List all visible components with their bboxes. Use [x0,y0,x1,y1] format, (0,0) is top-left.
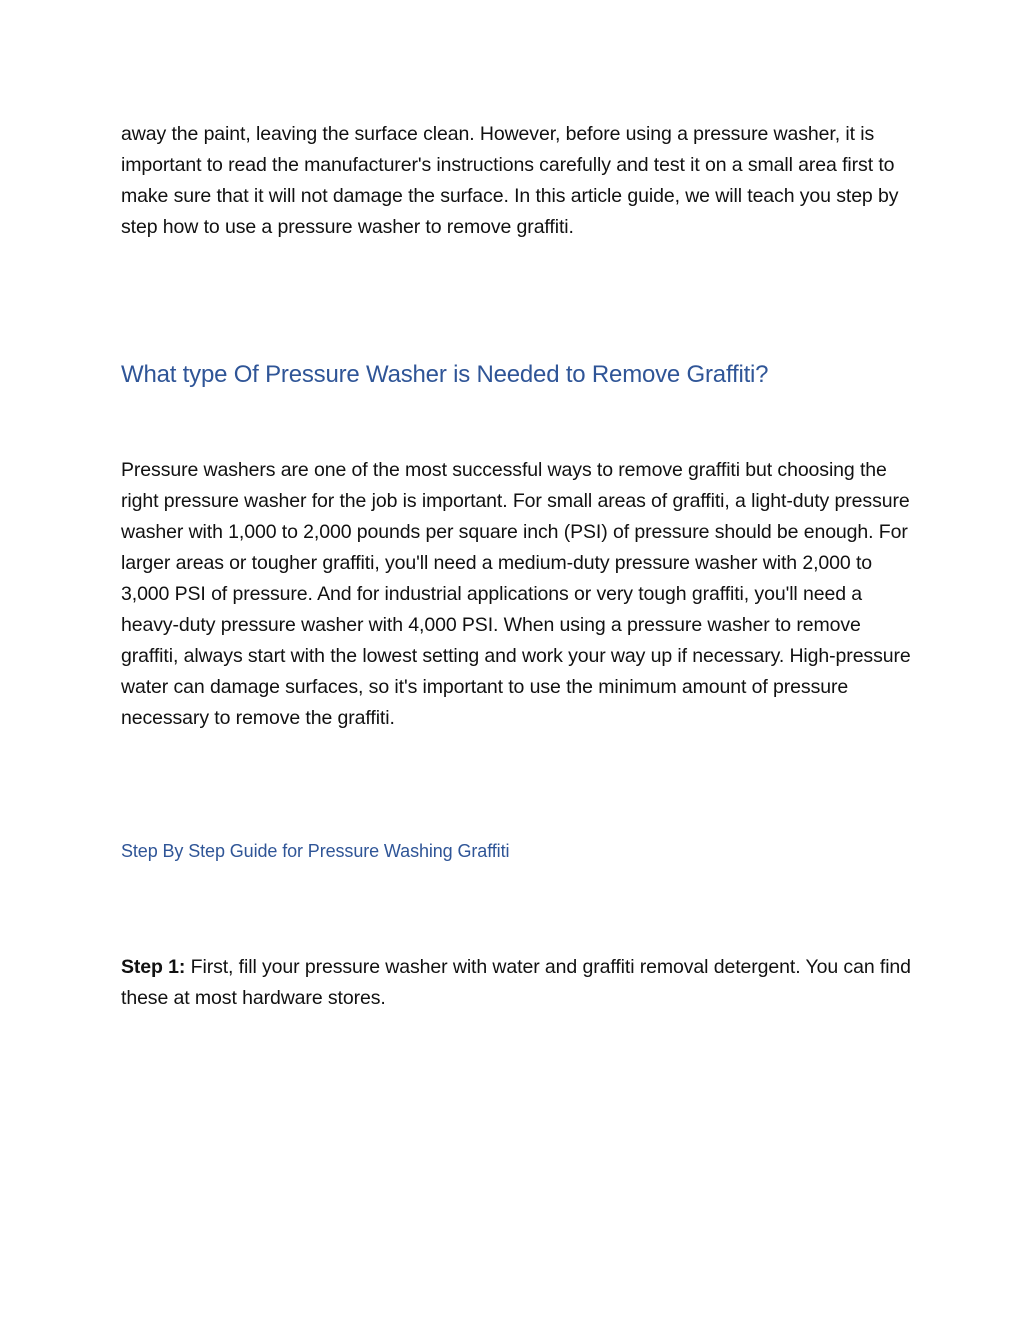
section-heading-pressure-washer-type: What type Of Pressure Washer is Needed to Remove Graffiti? [121,361,769,388]
step-1-paragraph [121,952,911,1014]
step-1-text: First, fill your pressure washer with water and graffiti removal detergent. You can find these at most hardware stores. [121,956,911,1009]
intro-paragraph: away the paint, leaving the surface clean. However, before using a pressure washer, it is important to read the manufacturer's instructions carefully and test it on a small area first to make sure that it will not damage the surface. In this article guide, we will teach you step by step how to use a pressure washer to remove graffiti. [121,123,899,238]
pressure-washer-type-paragraph: Pressure washers are one of the most successful ways to remove graffiti but choosing the right pressure washer for the job is important. For small areas of graffiti, a light-duty pressure washer with 1,000 to 2,000 pounds per square inch (PSI) of pressure should be enough. For larger areas or tougher graffiti, you'll need a medium-duty pressure washer with 2,000 to 3,000 PSI of pressure. And for industrial applications or very tough graffiti, you'll need a heavy-duty pressure washer with 4,000 PSI. When using a pressure washer to remove graffiti, always start with the lowest setting and work your way up if necessary. High-pressure water can damage surfaces, so it's important to use the minimum amount of pressure necessary to remove the graffiti. [121,459,911,729]
section-heading-step-guide: Step By Step Guide for Pressure Washing Graffiti [121,841,510,861]
step-1-label: Step 1: [121,956,186,978]
document-content [121,119,911,1014]
